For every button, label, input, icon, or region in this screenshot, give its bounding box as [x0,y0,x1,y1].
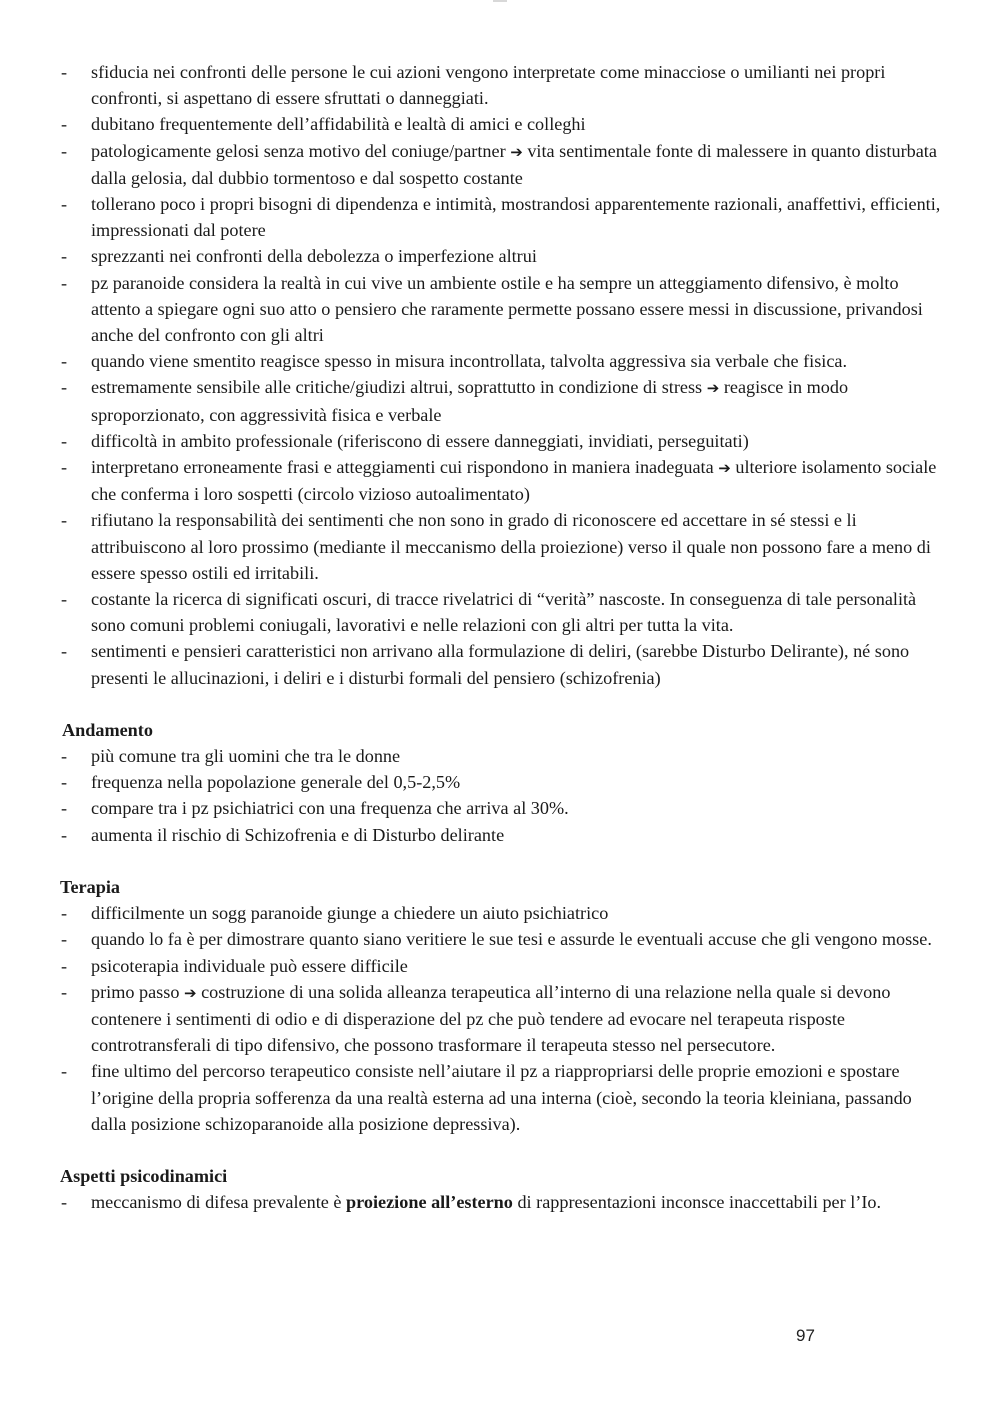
spacer [60,1137,945,1163]
list-item [60,795,945,821]
list-item [60,507,945,586]
item-text: fine ultimo del percorso terapeutico consiste nell’aiutare il pz a riappropriarsi delle proprie emozioni e spostare l’origine della propria sofferenza da una realtà esterna ad una interna (cioè, secondo la teoria kleiniana, passando dalla posizione schizoparanoide alla posizione depressiva). [91,1061,912,1134]
list-item [60,270,945,349]
list-item [60,374,945,427]
arrow-icon: ➔ [183,983,197,1002]
arrow-icon: ➔ [718,459,731,478]
list-item [60,822,945,848]
list-item [60,243,945,269]
item-text: sfiducia nei confronti delle persone le cui azioni vengono interpretate come minacciose o umilianti nei propri confronti, si aspettano di essere sfruttati o danneggiati. [91,62,886,109]
list-item [60,926,945,952]
item-bold-text: proiezione all’esterno [346,1192,513,1213]
arrow-icon: ➔ [510,142,523,161]
item-text: frequenza nella popolazione generale del 0,5-2,5% [91,772,461,793]
item-text: reagisce in modo sproporzionato, con aggressività fisica e verbale [91,377,849,425]
item-text: costante la ricerca di significati oscuri, di tracce rivelatrici di “verità” nascoste. In conseguenza di tale personalità sono comuni problemi coniugali, lavorativi e nelle relazioni con gli altri per tutta la vita. [91,589,917,636]
list-item [60,348,945,374]
item-text: dubitano frequentemente dell’affidabilità e lealtà di amici e colleghi [91,114,586,135]
list-item [60,59,945,111]
item-text: sentimenti e pensieri caratteristici non arrivano alla formulazione di deliri, (sarebbe Disturbo Delirante), né sono presenti le allucinazioni, i deliri e i disturbi formali del pensiero (schizofrenia) [91,641,910,688]
list-item [60,769,945,795]
list-item [60,1189,945,1215]
list-item [60,743,945,769]
arrow-icon: ➔ [706,379,720,398]
list-item [60,111,945,137]
item-text: estremamente sensibile alle critiche/giudizi altrui, soprattutto in condizione di stress [91,377,707,398]
item-text: primo passo [91,981,184,1002]
terapia-list [60,900,945,1137]
intro-list [60,59,945,691]
section-title-andamento: Andamento [62,719,153,740]
item-text: compare tra i pz psichiatrici con una frequenza che arriva al 30%. [91,798,569,819]
section-title-aspetti: Aspetti psicodinamici [60,1165,228,1186]
item-text: quando lo fa è per dimostrare quanto siano veritiere le sue tesi e assurde le eventuali accuse che gli vengono mosse. [91,929,932,950]
item-text: quando viene smentito reagisce spesso in misura incontrollata, talvolta aggressiva sia verbale che fisica. [91,351,848,372]
list-item [60,1058,945,1137]
item-text: pz paranoide considera la realtà in cui vive un ambiente ostile e ha sempre un atteggiamento difensivo, è molto attento a spiegare ogni suo atto o pensiero che raramente permette possano essere messi in discussione, privandosi anche del confronto con gli altri [91,272,923,346]
list-item [60,953,945,979]
item-text: di rappresentazioni inconsce inaccettabili per l’Io. [512,1192,882,1213]
item-text: aumenta il rischio di Schizofrenia e di Disturbo delirante [91,824,505,845]
item-text: meccanismo di difesa prevalente è [91,1192,347,1213]
section-title-terapia: Terapia [60,876,120,897]
spacer [60,848,945,874]
list-item [60,586,945,638]
list-item [60,900,945,926]
item-text: vita sentimentale fonte di malessere in quanto disturbata dalla gelosia, dal dubbio tormentoso e dal sospetto costante [91,140,937,188]
page-number: 97 [796,1326,815,1345]
item-text: difficilmente un sogg paranoide giunge a chiedere un aiuto psichiatrico [91,903,609,924]
item-text: psicoterapia individuale può essere difficile [91,955,408,976]
header-mark [493,0,507,2]
item-text: patologicamente gelosi senza motivo del coniuge/partner [91,140,511,161]
item-text: rifiutano la responsabilità dei sentimenti che non sono in grado di riconoscere ed accettare in sé stessi e li attribuiscono al loro prossimo (mediante il meccanismo della proiezione) verso il quale non possono fare a meno di essere spesso ostili ed irritabili. [91,510,931,583]
item-text: tollerano poco i propri bisogni di dipendenza e intimità, mostrandosi apparentemente razionali, anaffettivi, efficienti, impressionati dal potere [91,194,941,241]
item-text: sprezzanti nei confronti della debolezza o imperfezione altrui [91,246,537,267]
list-item [60,191,945,243]
item-text: ulteriore isolamento sociale che conferma i loro sospetti (circolo vizioso autoalimentato) [91,457,937,505]
item-text: difficoltà in ambito professionale (riferiscono di essere danneggiati, invidiati, perseguitati) [91,430,749,451]
item-text: più comune tra gli uomini che tra le donne [91,746,401,767]
list-item [60,454,945,507]
andamento-list [60,743,945,848]
list-item [60,979,945,1059]
aspetti-list [60,1189,945,1215]
list-item [60,428,945,454]
list-item [60,138,945,191]
spacer [60,691,945,717]
item-text: interpretano erroneamente frasi e atteggiamenti cui rispondono in maniera inadeguata [91,457,719,478]
page-content [60,59,945,1215]
list-item [60,638,945,690]
item-text: costruzione di una solida alleanza terapeutica all’interno di una relazione nella quale si devono contenere i sentimenti di odio e di disperazione del pz che può tendere ad evocare nel terapeuta risposte controtransferali di tipo difensivo, che possono trasformare il terapeuta stesso nel persecutore. [91,981,891,1056]
